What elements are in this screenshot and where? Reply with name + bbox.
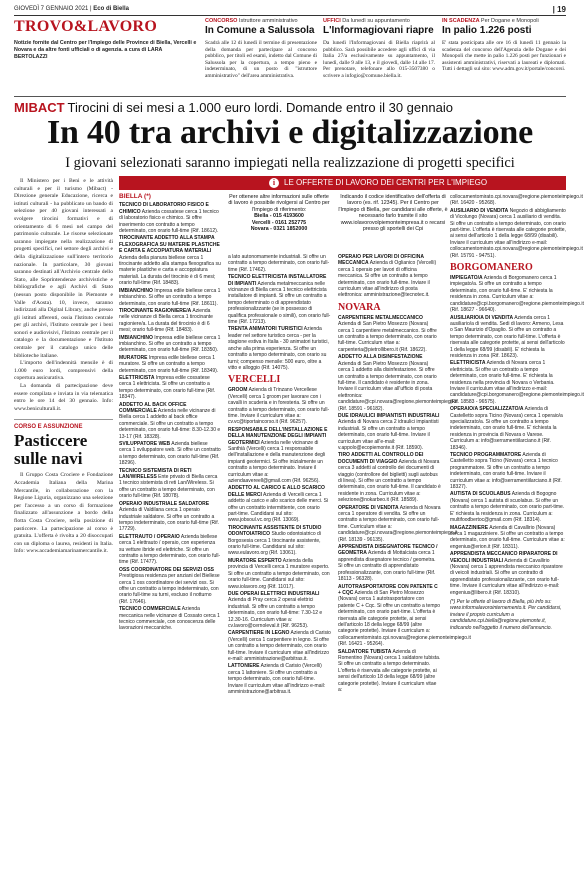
job-title: TECNICO SISTEMISTA DI RETI LAN/WIRELESS [119, 467, 192, 481]
job-listing [450, 360, 584, 405]
region-section-title: BIELLA (*) [119, 193, 151, 200]
column-vercelli [228, 254, 331, 878]
job-description: Azienda di Carisio (Vercelli) cerca 1 lattoniere. Si offre un contratto a tempo determinato, con orario full-time. Inviare il curriculum vitae all'indirizzo e-mail: amministrazione@arbitras.it. [228, 663, 326, 695]
header-date: GIOVEDÌ 7 GENNAIO 2021 | Eco di Biella [14, 6, 129, 12]
page-header [14, 5, 566, 16]
info-box-text: Indicando il codice identificativo dell'offerta di lavoro (es. rif. 12345). Per il Centro per l'Impiego di Biella, per candidarsi alle offerte, è necessario farlo tramite il sito www.iolavorovolpiemonteimpresa.it o recarsi presso gli sportelli dei Cpi [338, 194, 448, 233]
job-title: CARPENTIERE METALMECCANICO [338, 314, 423, 321]
job-listing [338, 413, 441, 451]
job-title: AUTOTRASPORTATORE CON PATENTE C + CQC [338, 583, 438, 596]
job-listing [228, 630, 331, 662]
job-description: Studio odontoiatrico di Borgosesia cerca 1 tirocinante assistente, orario full-time. Candidarsi sul sito: www.eulavoro.org (Rif. 13061). [228, 531, 321, 557]
article-paragraph: La domanda di partecipazione deve essere compilata e inviata in via telematica entro le ore 14 del 30 gennaio. Info: www.beniculturali.it. [14, 383, 113, 412]
job-description: Azienda di Cavallirio (Novara) cerca 1 magazziniere. Si offre un contratto a tempo determinato, con orario full-time. Curriculum vitae a: engenius@erion.it (Rif. 18311). [450, 524, 565, 550]
job-title: TRENTA ANIMATORI TURISTICI [228, 326, 303, 333]
job-title: SVILUPPATORE WEB [119, 441, 171, 448]
top-story-tag2: Da lunedì su appuntamento [342, 18, 410, 24]
job-title: TECNICO DI LABORATORIO FISICO E CHIMICO [119, 202, 209, 215]
job-description: Azienda di Novara cerca 1 operatore di vendita. Si offre un contratto a tempo determinato, con orario full-time. Curriculum vitae a: candidature@cpi.novara@regione.piemonteimpiego.it (Rif. 18139 - 96135). [338, 504, 458, 543]
job-description: Azienda di Castelletto sopra Ticino (Novara) cerca 1 operaio/a specializzato/a. Si offre un contratto a tempo indeterminato, con orario full-time. E' richiesta la residenza in provincia di Novara o Varese. Curriculum a: info@serramentiilarciano.it (Rif. 18346). [450, 406, 563, 451]
contact-line: Biella - 015 4193600 [254, 213, 304, 220]
job-listing [228, 591, 331, 629]
job-listing [338, 544, 441, 582]
contact-line: Novara - 0321 1852000 [250, 226, 308, 233]
job-listing [119, 402, 221, 440]
job-listing [119, 501, 221, 533]
job-title: OSS COORDINATORE DEI SERVIZI OSS [119, 566, 215, 573]
info-box-contacts [228, 194, 330, 232]
top-story-title: In Comune a Salussola [205, 25, 315, 36]
job-title: TECNICO COMMERCIALE [119, 606, 181, 613]
job-title: OPERATORE DI VENDITA [338, 504, 399, 511]
job-description: Azienda biellese cerca 1 elettrauto / operaio, con esperienza su vetture ibride ed elettriche. Si offre un contratto a tempo determinato, con orario full-time (Rif. 17477). [119, 533, 221, 566]
job-title: APPRENDISTA DISEGNATORE TECNICO / GEOMETRA [338, 544, 438, 557]
job-title: AUTISTA DI SCUOLABUS [450, 491, 511, 498]
job-title: AUSILIARIO/A DI VENDITA [450, 314, 514, 321]
job-description: Azienda della pianura biellese cerca 1 tirocinante addetto alla stampa flexografica su materie plastiche e carta e accoppiatura materiali. La durata del tirocinio è di 6 mesi; orario full-time (Rif. 18483). [119, 254, 221, 287]
job-title: ELETTRICISTA [119, 374, 155, 381]
job-description: Azienda di Novara cerca 2 idraulici impiantisti industriali. Si offre un contratto a tempo determinato, con orario full-time. Inviare il curriculum vitae all'e-mail: v.appolo@ecopiemonte.it (Rif. 18590). [338, 419, 439, 451]
job-title: IMBIANCHINO [119, 334, 153, 341]
top-story-text: Scadrà alle 12 di lunedì il termine di presentazione della domanda per partecipare al concorso pubblico, per titoli ed esami, indetto dal Comune di Salussola per la copertura, a tempo pieno e indeterminato, di un posto di "istruttore amministrativo" dell'area amministrativa. [205, 40, 317, 79]
article-paragraph: Il Ministero per i Beni e le attività culturali e per il turismo (Mibact) - Direzione generale Educazione, ricerca e istituti culturali - ha pubblicato un bando di selezione per 40 giovani interessati a svolgere tirocini formativi e di orientamento di 6 mesi nel campo del patrimonio culturale. Le risorse selezionate saranno impiegate nella realizzazione di progetti specifici, nel settore degli archivi e della digitalizzazione sull'intero territorio nazionale. In particolare, 30 giovani saranno destinati all'Archivio centrale dello Stato, alle Soprintendenze archivistiche e bibliografiche e agli Archivi di Stato (nessun posto disponibile in Piemonte e Valle d'Aosta). 10, invece, saranno indirizzati alla Digital Library, anche presso gli istituti afferenti, ossia l'Istituto centrale per gli archivi, l'Istituto centrale per i beni sonori e audiovisivi, l'Istituto centrale per il catalogo e la documentazione e l'Istituto centrale per il catalogo unico delle biblioteche italiane. [14, 178, 113, 359]
job-title: ADDETTO AL BACK OFFICE COMMERCIALE [119, 401, 187, 414]
column-biella [119, 194, 221, 878]
job-title: OPERAIO/A SPECIALIZZATO/A [450, 406, 524, 413]
job-description: Azienda di Mottalciata cerca 1 apprendista disegnatore tecnico / geometra. Si offre un contratto di apprendistato professionalizzante, con orario full-time (Rif. 18113 - 96328). [338, 550, 436, 583]
job-listing [450, 207, 583, 259]
job-description: Azienda di Pray cerca 2 operai elettrici industriali. Si offre un contratto a tempo determinato, con orario full-time: 7.30-12 e 12.30-16. Curriculum vitae a: cv.lavoro@cernoleval.it (Rif. 96253). [228, 597, 323, 629]
job-description: Azienda di Bogogno (Novara) cerca 1 autista di scuolabus. Si offre un contratto a tempo determinato, con orario part-time. E' richiesta la residenza in zona. Curriculum a: multifoodbertoc@gmail.com (Rif. 18314). [450, 491, 565, 524]
job-description: Impresa edile biellese cerca 1 muratore. Si offre un contratto a tempo determinato, con orario full-time (Rif. 18349). [119, 354, 219, 374]
divider [14, 96, 566, 97]
job-listing [119, 202, 221, 234]
job-description: Azienda di Novara cerca 1 elettricista. Si offre un contratto a tempo determinato, con orario full-time. E' richiesta la residenza nella provincia di Novara o Verbania. Inviare il curriculum vitae all'indirizzo e-mail: candidature@cpi.borgomanero@regione.piemonteimpiego.it (Rif. 18583 - 96575). [450, 360, 584, 405]
job-description: collocamentomirato.cpi.novara@regione.piemonteimpiego.it (Rif. 16420 - 95268). [450, 194, 583, 207]
brand-title: TROVO&LAVORO [14, 18, 158, 35]
job-title: AUSILIARIO DI VENDITA [450, 207, 509, 214]
info-icon: i [269, 178, 279, 188]
job-title: IMPIEGATO/A [450, 275, 483, 282]
job-listing [228, 427, 331, 485]
job-title: GROOM [228, 387, 248, 394]
article-kicker [14, 100, 566, 115]
top-story-text: E' stata posticipata alle ore 16 di lunedì 11 gennaio la scadenza del concorso dell'Agenzia delle Dogane e dei Monopoli che mette in palio 1.226 posti per funzionari e assistenti amministrativi, riservati a laureati e diplomati. Tutti i dettagli sul sito: www.adm.gov.it/portale/concorsi. [442, 40, 566, 73]
job-description: Azienda di Vercelli cerca 1 addetto al carico e allo scarico delle merci. Si offre un contratto intermittente, con orario part-time. Candidarsi sul sito: www.jobsoul.vc.org (Rif. 13069). [228, 491, 329, 524]
job-listing [119, 288, 221, 307]
job-listing [228, 254, 331, 273]
footnote: (*) Per le offerte di lavoro di Biella, più info su: www.informalavorointernemento.it. Per candidarsi, inviare il proprio curriculum a candidature.cpi.biella@regione.piemonte.it, indicando nell'oggetto il numero dell'annuncio. [450, 598, 562, 631]
banner-text: LE OFFERTE DI LAVORO DEI CENTRI PER L'IMPIEGO [284, 178, 488, 187]
job-title: ELETTRAUTO / OPERAIO [119, 533, 180, 540]
article-subhead: I giovani selezionati saranno impiegati nella realizzazione di progetti specifici [65, 155, 515, 171]
job-description: Impresa edile cossatese cerca 1 elettricista. Si offre un contratto a tempo determinato, con orario full-time (Rif. 18347). [119, 374, 216, 401]
job-description: Azienda cerca 1 ausiliario/a di vendita. Sedi di lavoro: Armeno, Lesa o San Maurizio d'Opaglio. Si offre un contratto a tempo determinato, con orario full-time. L'offerta è riservata alle categorie protette, ai sensi dell'articolo 1 della legge 68/99 (disabili). E' richiesta la residenza in zona (Rif. 18623). [450, 314, 565, 359]
region-section-title: VERCELLI [228, 374, 281, 386]
region-section-title: BORGOMANERO [450, 262, 533, 274]
job-description: Azienda di Castelletto sopra Ticino (Novara) cerca 1 tecnico programmatore. Si offre un contratto a tempo indeterminato, con orario full-time. Inviare il curriculum vitae a: info@serramentiilarciano.it (Rif. 18327). [450, 452, 562, 491]
job-title: OPERAIO PER LAVORI DI OFFICINA MECCANICA [338, 254, 424, 267]
top-story-title: In palio 1.226 posti [442, 25, 532, 36]
job-listing [119, 355, 221, 374]
job-title: TIROCINANTE ADDETTO ALLA STAMPA FLEXOGRAFICA SU MATERIE PLASTICHE E CARTA E ACCOPIATURA MATERIALI [119, 235, 220, 255]
job-listing [119, 441, 221, 467]
job-listing [450, 406, 566, 451]
job-description: Azienda di Romentino (Novara) cerca 1 saldatore tubista. Si offre un contratto a tempo determinato. L'offerta è riservata alle categorie protette, ai sensi dell'articolo 18 della legge 68/99 (altre categorie protette). Inviare il curriculum vitae a: [338, 648, 441, 693]
job-listing [338, 504, 458, 543]
top-story-tag: IN SCADENZA [442, 18, 480, 24]
job-description: Azienda nelle vicinanze di Biella cerca 1 tirocinante ragioniere/a. La durata del tirocinio è di 6 mesi; orario full-time (Rif. 18483). [119, 307, 213, 334]
top-story-tag2: Per Dogane e Monopoli [480, 18, 539, 24]
sidebox-text: Il Gruppo Costa Crociere e Fondazione Accademia Italiana della Marina Mercantile, in collaborazione con la Regione Liguria, organizzano una selezione per l'accesso a un corso di formazione finalizzato all'assunzione a bordo della flotta Costa Crociere, nella posizione di pasticcere. La partecipazione al corso è gratuita. L'offerta è rivolta a 20 disoccupati con un diploma o laurea, residenti in Italia. Info: www.accademiamarinamercantile.it. [14, 472, 113, 555]
job-description: Negozio di abbigliamento di Vicolungo (Novara) cerca 1 ausiliario di vendita. Si offre un contratto a tempo determinato, con orario part-time. L'offerta è riservata alle categorie protette, ai sensi dell'articolo 1 della legge 68/99 (disabili). Inviare il curriculum vitae all'indirizzo e-mail: collocamentomirato.cpi.novara@regione.piemonteimpiego.it (Rif. 15791 - 94751). [450, 207, 583, 259]
job-description: Prestigiosa residenza per anziani del Biellese cerca 1 oss coordinatore dei servizi oss. Si offre un contratto a tempo indeterminato, con orario full-time su turni, escluso il notturno (Rif. 17646). [119, 573, 220, 605]
article-paragraph: L'importo dell'indennità mensile è di 1.000 euro lordi, comprensivi della copertura assicurativa. [14, 360, 113, 382]
job-listing [119, 468, 221, 500]
brand-blurb: Notizie fornite dal Centro per l'Impiego delle Province di Biella, Vercelli e Novara e da altre fonti ufficiali o di agenzia. a cura di LARA BERTOLAZZI [14, 40, 197, 60]
job-title: TIROCINANTE RAGIONIERE/A [119, 307, 192, 314]
job-description: Azienda cossatese cerca 1 tecnico di laboratorio fisico e chimico. Si offre inserimento con contratto a tempo determinato, con orario full-time (Rif. 18612). [119, 208, 219, 235]
job-listing [119, 375, 221, 401]
job-listing [228, 558, 331, 590]
job-description: Impresa edile biellese cerca 1 imbianchino. Si offre un contratto a tempo determinato, con orario full-time (Rif. 18350). [119, 334, 221, 354]
kicker-text: Tirocini di sei mesi a 1.000 euro lordi. Domande entro il 30 gennaio [67, 100, 453, 115]
job-listing [338, 452, 441, 503]
job-description: Azienda di Novara cerca 3 addetti al controllo dei documenti di viaggio (controllore del biglietti) sugli autobus di linea). Si offre un contratto a tempo determinato, con orario full-time. Il candidato è residente in zona. Curriculum vitae a: selezione@nokarbeo.it (Rif. 18589). [338, 458, 441, 504]
job-title: APPRENDISTA MECCANICO RIPARATORE DI VEICOLI INDUSTRIALI [450, 551, 558, 564]
job-title: OPERAIO INDUSTRIALE SALDATORE [119, 500, 210, 507]
top-story-1 [205, 18, 317, 92]
job-listing [338, 649, 441, 694]
job-listing [228, 326, 331, 371]
top-story-tag: UFFICI [323, 18, 341, 24]
job-offers-banner [119, 176, 566, 190]
job-description: Azienda di Trinzano Vercellese (Vercelli) cerca 1 groom per lavorare con i cavalli in scuderia e in foresteria. Si offre un contratto a tempo determinato, con orario full-time. Inviare il curriculum vitae a: cv.vc@tiportaincorso.it (Rif. 96257). [228, 387, 330, 426]
job-listing [338, 254, 441, 299]
sidebox-section: CORSO E ASSUNZIONE [14, 419, 113, 430]
column-borgomanero [450, 194, 584, 878]
top-story-tag: CONCORSO [205, 18, 238, 24]
article-body [14, 178, 113, 556]
region-section-title: NOVARA [338, 301, 381, 313]
job-description: Azienda di San Pietro Mosezzo (Novara) cerca 1 carpentiere metalmeccanico. Si offre un contratto a tempo determinato, con orario full-time. Curriculum vitae a: carpenteria@pietrollibero.it (Rif. 18622). [338, 321, 437, 353]
job-listing [450, 315, 566, 360]
job-title: MURATORE ESPERTO [228, 557, 282, 564]
info-box-howto [338, 194, 448, 232]
job-description: Azienda nelle vicinanze di Santhià (Vercelli) cerca 1 responsabile dell'installazione e della manutenzione degli impianti geotermici. Si offre inizialmente un contratto a tempo determinato. Inviare il curriculum vitae a: aziendaavereell@gmail.com (Rif. 96256). [228, 439, 326, 484]
job-listing [119, 308, 221, 334]
job-title: SALDATORE TUBISTA [338, 648, 392, 655]
job-description: Azienda di Carisio (Vercelli) cerca 1 carpentiere in legno. Si offre un contratto a tempo determinato, con orario full-time. Inviare il curriculum vitae all'indirizzo e-mail: amministrazione@arbitras.it. [228, 630, 331, 662]
kicker-tag: MIBACT [14, 100, 65, 115]
job-title: CARPENTIERE IN LEGNO [228, 630, 290, 637]
job-listing [450, 452, 566, 490]
job-title: LATTONIERE [228, 663, 260, 670]
job-listing [450, 491, 566, 523]
job-description: Azienda di Borgomanero cerca 1 impiegato/a. Si offre un contratto a tempo determinato, con orario full-time. E' richiesta la residenza in zona. Curriculum vitae a: candidature@cpi.borgomanero@regione.piemonteimpiego.it (Rif. 18627 - 96640). [450, 275, 584, 314]
sidebox-title: Pasticcere sulle navi [14, 431, 88, 469]
section-brand [14, 18, 197, 80]
job-description: Azienda di San Pietro Mosezzo (Novara) cerca 1 autotrasportatore con patente C + Cqc. Si offre un contratto a tempo determinato, con orario part-time. L'offerta è riservata alle categorie protette, ai sensi dell'articolo 18 della legge 68/99 (altre categorie protette). Inviare il curriculum a: collocamentomirato.cpi.novara@regione.piemonteimpiego.it (Rif. 16421 - 95264). [338, 589, 471, 648]
job-description: Azienda della provincia di Vercelli cerca 1 muratore esperto. Si offre un contratto a tempo determinato, con orario full-time. Candidarsi sul sito: www.iolavoro.org (Rif. 11017). [228, 557, 330, 590]
job-description: Ente privato di Biella cerca 1 tecnico sistemista di reti Lan/Wireless. Si offre un contratto a tempo determinato, con orario full-time (Rif. 18078). [119, 474, 218, 500]
job-description: Impresa edile biellese cerca 1 imbianchino. Si offre un contratto a tempo determinato, con orario full-time (Rif. 18611). [119, 287, 221, 307]
job-listing [338, 315, 441, 353]
job-title: RESPONSABILE DELL'INSTALLAZIONE E DELLA MANUTENZIONE DEGLI IMPIANTI GEOTERMICI [228, 426, 328, 446]
job-title: MURATORE [119, 354, 148, 361]
job-title: ADDETTO AL CARICO E ALLO SCARICO DELLE MERCI [228, 485, 325, 498]
top-story-title: L'Informagiovani riapre [323, 25, 434, 36]
job-title: ELETTRICISTA [450, 360, 486, 367]
job-title: TECNICO ELETTRICISTA INSTALLATORE DI IMPIANTI [228, 274, 327, 287]
job-listing [450, 194, 583, 207]
job-listing [228, 525, 331, 557]
job-title: DUE IDRAULICI IMPIANTISTI INDUSTRIALI [338, 412, 440, 419]
info-box-text: Per ottenere altre informazioni sulle offerte di lavoro è possibile rivolgersi al Centro per l'Impiego di riferimento: [228, 194, 330, 213]
job-listing [228, 485, 331, 523]
job-listing [228, 663, 331, 695]
job-listing [450, 551, 566, 596]
job-description: Azienda biellese cerca 1 sviluppatore web. Si offre un contratto a tempo determinato, con orario full-time (Rif. 18296). [119, 441, 221, 467]
article-headline: In 40 tra archivi e digitalizzazione [46, 114, 534, 151]
job-listing [338, 583, 471, 648]
job-title: MAGAZZINIERE [450, 524, 489, 531]
job-title: IMBIANCHINO [119, 287, 153, 294]
top-story-tag2: Istruttore amministrativo [238, 18, 298, 24]
job-title: TIROCINANTE ASSISTENTE DI STUDIO ODONTOIATRICO [228, 524, 322, 538]
job-listing [450, 275, 584, 314]
job-title: TIRO ADDETTI AL CONTROLLO DEI DOCUMENTI DI VIAGGIO [338, 452, 424, 465]
job-description: a lato autonomamente industriali. Si offre un contratto a tempo determinato, con orario full-time (Rif. 17462). [228, 254, 330, 273]
job-listing [119, 235, 221, 286]
job-description: Azienda nelle vicinanze di Biella cerca 1 addetto al back office commerciale. Si offre un contratto a tempo determinato, con orario full-time: 8.30-12.30 e 13-17 (Rif. 18328). [119, 408, 221, 440]
job-description: Azienda leader nel settore turistico cerca - per la stagione estiva in Italia - 30 animatori turistici, anche alla prima esperienza. Si offre un contratto a tempo determinato, con orario su turni; compenso mensile: 500 euro, oltre a vitto e alloggio (Rif. 14075). [228, 326, 329, 371]
job-description: Azienda meccanica nelle vicinanze di Cossato cerca 1 tecnico commerciale, con conoscenza delle lavorazioni meccaniche. [119, 606, 220, 632]
job-listing [119, 606, 221, 632]
job-description: Azienda di Valdilana cerca 1 operaio industriale saldatore. Si offre un contratto a tempo indeterminato, con orario full-time (Rif. 17729). [119, 507, 220, 533]
job-listing [228, 387, 331, 425]
top-story-3 [442, 18, 566, 92]
job-title: ADDETTO ALLA DISINFESTAZIONE [338, 354, 423, 361]
job-description: Azienda di Cavallirio (Novara) cerca 1 apprendista meccanico riparatore di veicoli industriali. Si offre un contratto di apprendistato professionalizzante, con orario full-time. Inviare il curriculum vitae all'indirizzo e-mail: engenius@libero.it (Rif. 18310). [450, 557, 563, 596]
job-listing [119, 534, 221, 566]
job-listing [450, 525, 566, 551]
job-description: Azienda di Oglianico (Vercelli) cerca 1 operaio per lavori di officina meccanica. Si offre un contratto a tempo determinato, con orario full-time. Inviare il curriculum vitae all'indirizzo di posta elettronica: amministrazione@tecnotec.it. [338, 260, 437, 299]
job-description: Azienda di San Pietro Mosezzo (Novara) cerca 1 addetto alla disinfestazione. Si offre un contratto a tempo determinato, con orario full-time. Il candidato è residente in zona. Inviare il curriculum vitae all'ufficio di posta elettronica: candidature@cpi.novara@regione.piemonteimpiego.it (Rif. 18591 - 96182). [338, 360, 458, 412]
job-listing [338, 354, 458, 412]
job-description: Azienda metalmeccanica nelle vicinanze di Biella cerca 1 tecnico elettricista installatore di impianti. Si offre un contratto a tempo determinato o di apprendistato professionalizzante (se in possesso di qualifica professionale o simili), con orario full-time (Rif. 17213). [228, 280, 331, 326]
job-listing [228, 274, 331, 325]
job-listing [119, 567, 221, 605]
job-title: DUE OPERAI ELETTRICI INDUSTRIALI [228, 590, 320, 597]
job-title: TECNICO PROGRAMMATORE [450, 452, 522, 459]
top-story-text: Da lunedì l'Informagiovani di Biella riaprirà al pubblico. Sarà possibile accedere agli uffici di via Italia 27/a esclusivamente su appuntamento, il lunedì, dalle 9 alle 13, e il giovedì, dalle 14 alle 17. Per prenotare, telefonare allo 015-3507380 o scrivere a infogio@comune.biella.it. [323, 40, 435, 79]
top-story-2 [323, 18, 435, 92]
job-listing [119, 335, 221, 354]
contact-line: Vercelli - 0161 252775 [251, 219, 307, 226]
page-number: | 19 [552, 5, 566, 14]
